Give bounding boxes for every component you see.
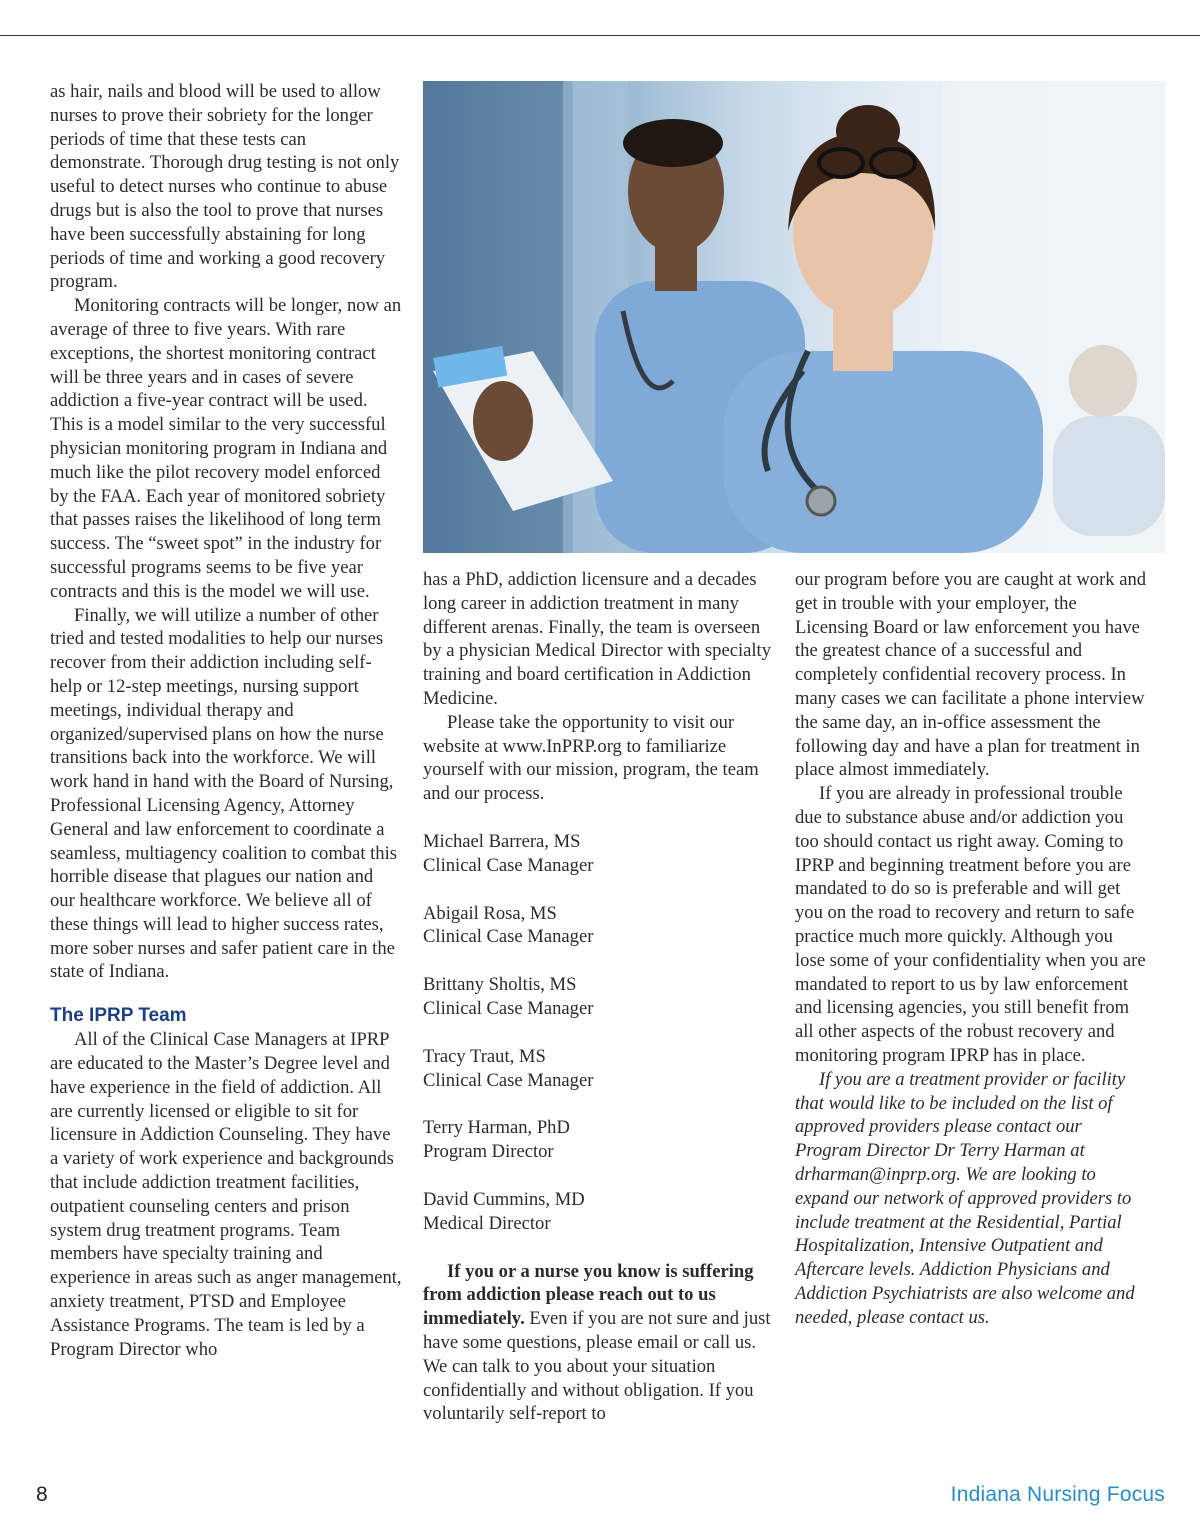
staff-title: Clinical Case Manager <box>423 1069 594 1091</box>
staff-name: Michael Barrera, MS <box>423 830 581 852</box>
paragraph: Finally, we will utilize a number of other tried and tested modalities to help our nurses recover from their addiction including self-help or 12-step meetings, nursing support meetings, individual therapy and organized/supervised plans on how the nurse transitions back into the workforce. We will work hand in hand with the Board of Nursing, Professional Licensing Agency, Attorney General and law enforcement to coordinate a seamless, multiagency coalition to combat this horrible disease that plagues our nation and our healthcare workforce. We believe all of these things will lead to higher success rates, more sober nurses and safer patient care in the state of Indiana. <box>50 604 398 983</box>
section-heading: The IPRP Team <box>50 1005 187 1027</box>
staff-name: Terry Harman, PhD <box>423 1117 570 1139</box>
staff-title: Clinical Case Manager <box>423 854 594 876</box>
call-to-action-text: Even if you are not sure and just have some questions, please email or call us. We can talk to you about your situation confidentially and without obligation. If you voluntarily self-report to <box>423 1308 771 1425</box>
nurses-illustration <box>423 81 1165 553</box>
paragraph: our program before you are caught at work and get in trouble with your employer, the Licensing Board or law enforcement you have the greatest chance of a successful and completely confidential recovery process. In many cases we can facilitate a phone interview the same day, an in-office assessment the following day and have a plan for treatment in place almost immediately. <box>795 569 1147 781</box>
paragraph: If you are already in professional trouble due to substance abuse and/or addiction you too should contact us right away. Coming to IPRP and beginning treatment before you are mandated to do so is preferable and will get you on the road to recovery and return to safe practice much more quickly. Although you lose some of your confidentiality when you are mandated to report to us by law enforcement and licensing agencies, you still benefit from all other aspects of the robust recovery and monitoring program IPRP has in place. <box>795 783 1146 1066</box>
staff-title: Clinical Case Manager <box>423 926 594 948</box>
article-column-2 <box>423 568 775 1426</box>
nurses-photo <box>423 81 1165 553</box>
staff-name: David Cummins, MD <box>423 1188 585 1210</box>
article-column-3 <box>795 568 1147 1330</box>
top-rule <box>0 35 1200 36</box>
article-column-1 <box>50 80 402 1361</box>
staff-name: Brittany Sholtis, MS <box>423 974 577 996</box>
staff-name: Tracy Traut, MS <box>423 1045 546 1067</box>
paragraph: as hair, nails and blood will be used to allow nurses to prove their sobriety for the longer periods of time that these tests can demonstrate. Thorough drug testing is not only useful to detect nurses who continue to abuse drugs but is also the tool to prove that nurses have been successfully abstaining for long periods of time and working a good recovery program. <box>50 81 400 293</box>
paragraph: All of the Clinical Case Managers at IPRP are educated to the Master’s Degree level and have experience in the field of addiction. All are currently licensed or eligible to sit for licensure in Addiction Counseling. They have a variety of work experience and backgrounds that include addiction treatment facilities, outpatient counseling centers and prison system drug treatment programs. Team members have specialty training and experience in areas such as anger management, anxiety treatment, PTSD and Employee Assistance Programs. The team is led by a Program Director who <box>50 1029 402 1360</box>
staff-entry <box>423 830 775 878</box>
magazine-name: Indiana Nursing Focus <box>950 1483 1165 1506</box>
staff-list <box>423 830 775 1236</box>
paragraph: Please take the opportunity to visit our website at www.InPRP.org to familiarize yourself with our mission, program, the team and our process. <box>423 711 759 805</box>
staff-entry <box>423 1188 775 1236</box>
staff-entry <box>423 973 775 1021</box>
staff-title: Clinical Case Manager <box>423 997 594 1019</box>
paragraph: Monitoring contracts will be longer, now an average of three to five years. With rare exceptions, the shortest monitoring contract will be three years and in cases of severe addiction a five-year contract will be used. This is a model similar to the very successful physician monitoring program in Indiana and much like the pilot recovery model enforced by the FAA. Each year of monitored sobriety that passes raises the likelihood of long term success. The “sweet spot” in the industry for successful programs seems to be five year contracts and this is the model we will use. <box>50 295 402 602</box>
call-to-action-bold: If you or a nurse you know is suffering from addiction please reach out to us immediately. <box>423 1260 754 1330</box>
staff-title: Medical Director <box>423 1212 551 1234</box>
paragraph: has a PhD, addiction licensure and a decades long career in addiction treatment in many different arenas. Finally, the team is overseen by a physician Medical Director with specialty training and board certification in Addiction Medicine. <box>423 569 772 709</box>
page-number: 8 <box>36 1483 48 1506</box>
staff-entry <box>423 1045 775 1093</box>
provider-note: If you are a treatment provider or facility that would like to be included on the list of approved providers please contact our Program Director Dr Terry Harman at drharman@inprp.org. We are looking to expand our network of approved providers to include treatment at the Residential, Partial Hospitalization, Intensive Outpatient and Aftercare levels. Addiction Physicians and Addiction Psychiatrists are also welcome and needed, please contact us. <box>795 1068 1135 1328</box>
staff-name: Abigail Rosa, MS <box>423 902 557 924</box>
staff-entry <box>423 1116 775 1164</box>
call-to-action-paragraph <box>423 1260 775 1427</box>
staff-title: Program Director <box>423 1141 554 1163</box>
staff-entry <box>423 902 775 950</box>
